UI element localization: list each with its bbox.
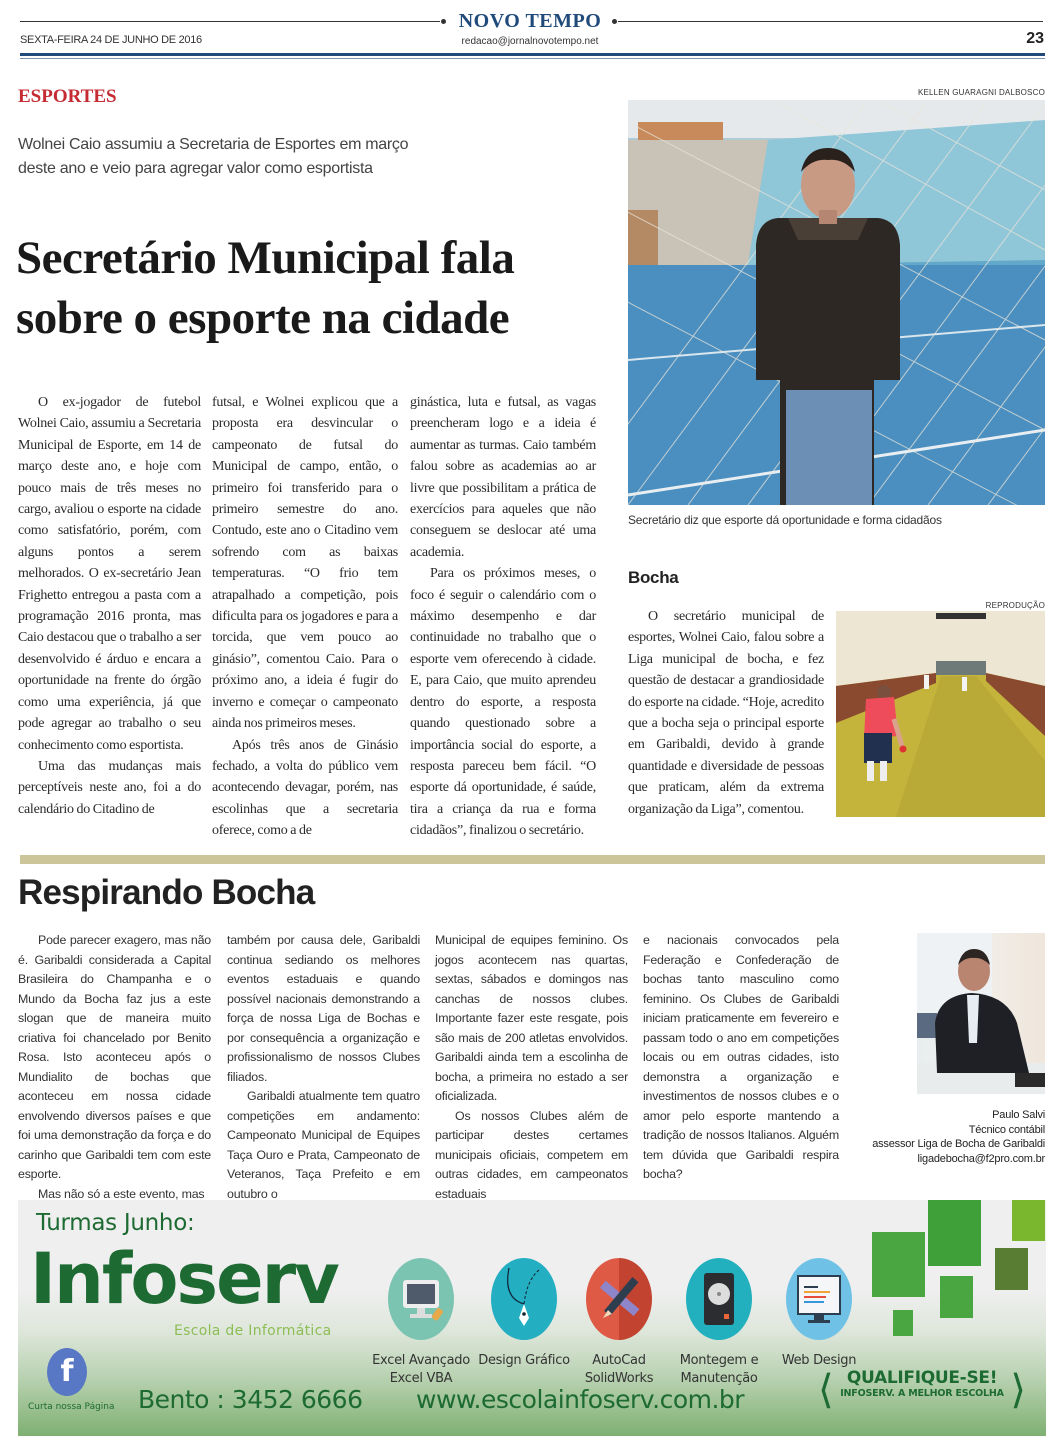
author-title: assessor Liga de Bocha de Garibaldi [872, 1138, 1045, 1150]
ad-website-link[interactable]: www.escolainfoserv.com.br [416, 1385, 745, 1414]
column-paragraph: e nacionais convocados pela Federação e Confederação de bochas tanto masculino como feminino. Os Clubes de Garibaldi iniciam praticamente em fevereiro e passam todo o ano em competições locais ou em outras cidades, isto demonstra a organização e investimentos de nossos clubes e o amor pelo esporte mantendo a tradição de nossos Italianos. Alguém tem dúvida que Garibaldi respira bocha? [643, 933, 839, 1181]
article-paragraph: Para os próximos meses, o foco é seguir o calendário com o máximo desempenho e dar continuidade no trabalho que o esporte vem oferecendo à cidade. E, para Caio, que muito aprendeu dentro do esporte, a resposta quando questionado sobre a importância social do esporte, a resposta pareceu bem fácil. “O esporte dá oportunidade, é saúde, tira a criança da rua e forma cidadãos”, finalizou o secretário. [410, 566, 596, 839]
course-label: Excel VBA [389, 1371, 453, 1386]
course-label: SolidWorks [584, 1371, 654, 1386]
header-dot-left [441, 19, 446, 24]
page-number: 23 [1026, 30, 1044, 47]
ad-slogan [818, 1367, 1026, 1413]
course-label: Manutenção [680, 1371, 758, 1386]
section-divider [20, 855, 1045, 864]
angle-bracket-right-icon: ⟩ [1010, 1367, 1026, 1413]
slogan-sub: INFOSERV. A MELHOR ESCOLHA [840, 1388, 1004, 1399]
author-portrait-illustration [917, 933, 1045, 1094]
newsroom-email[interactable]: redacao@jornalnovotempo.net [461, 36, 599, 47]
secretary-photo [628, 100, 1045, 505]
slogan-main: QUALIFIQUE-SE! [846, 1368, 998, 1388]
header-rule-right [618, 21, 1043, 22]
column-paragraph: Mas não só a este evento, mas [38, 1186, 205, 1201]
column-paragraph: Garibaldi atualmente tem quatro competições em andamento: Campeonato Municipal de Equipes Taça Ouro e Prata, Campeonato de Veteranos, Taça Prefeito e em outubro o [227, 1089, 420, 1201]
article-column-1 [18, 392, 201, 820]
decor-square [893, 1310, 913, 1336]
hard-drive-icon [686, 1258, 752, 1340]
article-paragraph: ginástica, luta e futsal, as vagas preencheram logo e a ideia é aumentar as turmas. Caio também falou sobre as academias ao ar livre que possibilitam a prática de exercícios para aqueles que não conseguem se deslocar até uma academia. [410, 395, 596, 560]
facebook-icon[interactable]: f [47, 1348, 87, 1396]
ad-headline: Turmas Junho: [36, 1210, 195, 1236]
issue-date: SEXTA-FEIRA 24 DE JUNHO DE 2016 [20, 34, 202, 46]
column-paragraph: Municipal de equipes feminino. Os jogos acontecem nas quartas, sextas, sábados e domingos nas canchas de nossos clubes. Importante fazer este resgate, pois são mais de 200 atletas envolvidos. Garibaldi ainda tem a escolinha de bocha, a primeira no estado a ser oficializada. [435, 933, 628, 1103]
sidebar-paragraph: O secretário municipal de esportes, Wolnei Caio, falou sobre a Liga municipal de bocha, e fez questão de destacar a grandiosidade do esporte na cidade. “Hoje, acredito que a bocha seja o principal esporte em Garibaldi, devido à grande quantidade e diversidade de pessoas que praticam, além da extrema organização da Liga”, comentou. [628, 609, 824, 817]
course-label: Design Gráfico [478, 1353, 570, 1368]
facebook-label[interactable]: Curta nossa Página [28, 1402, 115, 1412]
monitor-icon [388, 1258, 454, 1340]
article-column-2 [212, 392, 398, 842]
article-paragraph: futsal, e Wolnei explicou que a proposta era desvincular o campeonato de futsal do Municipal de campo, então, o primeiro foi transferido para o primeiro semestre do ano. Contudo, este ano o Citadino vem sofrendo com as baixas temperaturas. “O frio tem atrapalhado a competição, pois dificulta para os jogadores e para a torcida, que vem pouco ao ginásio”, comentou Caio. Para o próximo ano, a ideia é fugir do inverno e começar o campeonato ainda nos primeiros meses. [212, 395, 398, 732]
column-paragraph: Pode parecer exagero, mas não é. Garibaldi considerada a Capital Brasileira do Champanha e o Mundo da Bocha faz jus a este slogan que de maneira muito criativa foi chancelado por Benito Rosa. Isto aconteceu após o Mundialito de bochas que aconteceu em nossa cidade envolvendo diversos países e que foi uma demonstração da força e do carinho que Garibaldi tem com este esporte. [18, 933, 211, 1181]
header-rule-thick [20, 53, 1045, 56]
course-label: Web Design [781, 1353, 857, 1368]
author-signature [815, 1108, 1045, 1166]
article-paragraph: Após três anos de Ginásio fechado, a volta do público vem acontecendo devagar, porém, nas escolinhas que a secretaria oferece, como a de [212, 737, 398, 839]
column-paragraph: Os nossos Clubes além de participar destes certames municipais oficiais, competem em outras cidades, em campeonatos estaduais [435, 1108, 628, 1201]
course-label: Excel Avançado [372, 1353, 470, 1368]
article-column-3 [410, 392, 596, 842]
course-label: Montegem e [679, 1353, 759, 1368]
decor-square [928, 1200, 981, 1266]
column-title: Respirando Bocha [18, 873, 315, 912]
column-paragraph: também por causa dele, Garibaldi continua sediando os melhores eventos estaduais e quando possível nacionais demonstrando a força de nossa Liga de Bochas e por consequência a organização e profissionalismo de nossos Clubes filiados. [227, 933, 420, 1084]
masthead: NOVO TEMPO [458, 10, 602, 32]
course-hardware [663, 1258, 775, 1388]
sidebar-text-column [628, 606, 824, 820]
column-text-1 [18, 931, 211, 1204]
angle-bracket-left-icon: ⟨ [818, 1367, 834, 1413]
author-name: Paulo Salvi [992, 1109, 1045, 1121]
ad-phone: Bento : 3452 6666 [138, 1385, 363, 1414]
article-dek: Wolnei Caio assumiu a Secretaria de Esportes em março deste ano e veio para agregar valor como esportista [18, 136, 409, 177]
bocha-court-photo [836, 611, 1045, 817]
column-text-4 [643, 931, 839, 1185]
pencil-ruler-icon [586, 1258, 652, 1340]
header-rule-thin [20, 58, 1045, 59]
section-label: ESPORTES [18, 86, 117, 107]
gym-portrait-illustration [628, 100, 1045, 505]
column-text-2 [227, 931, 420, 1204]
pen-tool-icon [491, 1258, 557, 1340]
header-rule-left [20, 21, 440, 22]
course-label: AutoCad [592, 1353, 646, 1368]
article-paragraph: O ex-jogador de futebol Wolnei Caio, assumiu a Secretaria Municipal de Esporte, em 14 de março deste ano, e hoje com pouco mais de três meses no cargo, avaliou o esporte na cidade como satisfatório, porém, com alguns pontos a serem melhorados. O ex-secretário Jean Frighetto entregou a pasta com a programação 2016 pronta, mas Caio destacou que o trabalho a ser desenvolvido é árduo e encara a oportunidade na frente do órgão como uma experiência, já que pode agregar ao trabalho o seu conhecimento como esportista. [18, 395, 201, 753]
ad-brand-logo: Infoserv [30, 1238, 338, 1320]
decor-square [1012, 1200, 1045, 1241]
sidebar-photo-credit: REPRODUÇÃO [985, 601, 1045, 610]
course-autocad [563, 1258, 675, 1388]
photo-credit: KELLEN GUARAGNI DALBOSCO [917, 88, 1045, 97]
sidebar-title: Bocha [628, 568, 679, 587]
author-email[interactable]: ligadebocha@f2pro.com.br [917, 1152, 1045, 1165]
decor-square [940, 1276, 973, 1318]
article-paragraph: Uma das mudanças mais perceptíveis neste ano, foi a do calendário do Citadino de [18, 758, 201, 817]
ad-brand-subtitle: Escola de Informática [174, 1323, 332, 1339]
author-role: Técnico contábil [968, 1123, 1045, 1136]
code-monitor-icon [786, 1258, 852, 1340]
decor-square [872, 1232, 925, 1297]
course-webdesign [763, 1258, 875, 1370]
course-excel [365, 1258, 477, 1388]
header-dot-right [612, 19, 617, 24]
author-photo [917, 933, 1045, 1094]
decor-square [995, 1248, 1028, 1290]
photo-caption: Secretário diz que esporte dá oportunidade e forma cidadãos [628, 513, 942, 527]
article-headline: Secretário Municipal fala sobre o esporte na cidade [16, 232, 515, 344]
column-text-3 [435, 931, 628, 1204]
bocha-court-illustration [836, 611, 1045, 817]
